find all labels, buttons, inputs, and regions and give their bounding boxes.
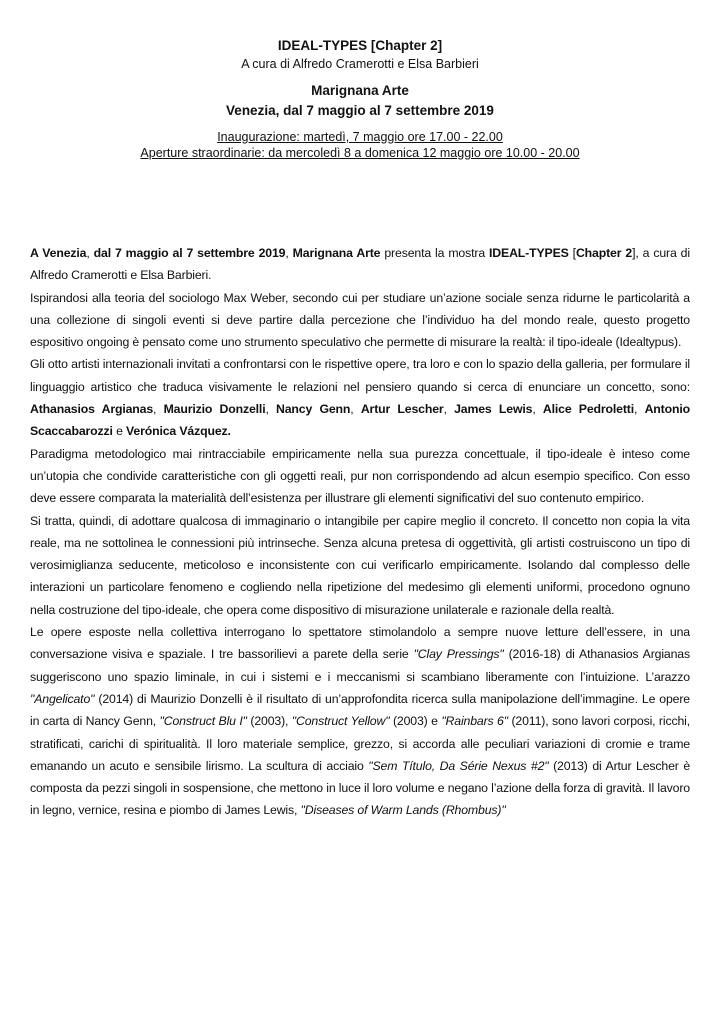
italic-title: "Angelicato" — [30, 691, 95, 706]
paragraph — [30, 621, 690, 822]
text-run: Ispirandosi alla teoria del sociologo Max Weber, secondo cui per studiare un’azione sociale senza ridurne le particolarità a una collezione di singoli eventi si deve partire dalla percezione che l’individuo ha del mondo reale, questo progetto espositivo ongoing è pensato come uno strumento speculativo che permette di misurare la realtà: il tipo-ideale (Idealtypus). — [30, 290, 690, 350]
bold-text: Artur Lescher — [360, 402, 444, 417]
press-release-header — [0, 37, 720, 161]
text-run: (2003), — [246, 714, 292, 729]
paragraph — [30, 510, 690, 621]
text-run: Gli otto artisti internazionali invitati a confrontarsi con le rispettive opere, tra loro e con lo spazio della galleria, per formulare il linguaggio artistico che traduca visivamente le relazioni nel pensiero quando si cerca di enunciare un concetto, sono: — [30, 357, 690, 394]
bold-text: Maurizio Donzelli — [163, 402, 266, 417]
text-run: , — [153, 402, 164, 417]
bold-text: Alice Pedroletti — [542, 402, 635, 417]
bold-text: Nancy Genn — [276, 402, 351, 417]
opening-info: Inaugurazione: martedì, 7 maggio ore 17.00 - 22.00 — [217, 130, 503, 144]
bold-text: Marignana Arte — [292, 246, 381, 260]
bold-text: Antonio Scaccabarozzi — [30, 402, 690, 439]
body-text — [30, 242, 690, 822]
bold-text: dal 7 maggio al 7 settembre 2019 — [93, 246, 286, 260]
text-run: [ — [568, 246, 576, 260]
text-run: , — [285, 246, 293, 260]
text-run: Paradigma metodologico mai rintracciabile empiricamente nella sua purezza concettuale, il tipo-ideale è inteso come un’utopia che condivide caratteristiche con gli oggetti reali, pur non corrispondendo ad alcun esempio specifico. Con esso deve essere comparata la materialità dell’esistenza per illustrare gli elementi significativi del suo contenuto empirico. — [30, 446, 690, 506]
text-run: , — [350, 402, 361, 417]
text-run: (2011), sono lavori corposi, ricchi, stratificati, carichi di spiritualità. Il loro materiale semplice, grezzo, si accorda alle peculiari variazioni di cromie e trame emanando un acuto e sensibile lirismo. La scultura di acciaio — [30, 714, 690, 773]
text-run: presenta la mostra — [380, 246, 490, 260]
italic-title: "Construct Blu I" — [159, 714, 247, 729]
italic-title: "Diseases of Warm Lands (Rhombus)" — [300, 803, 506, 818]
bold-text: Chapter 2 — [575, 246, 633, 260]
gallery-name: Marignana Arte — [311, 83, 409, 98]
bold-text: James Lewis — [454, 402, 533, 417]
exhibition-dates: Venezia, dal 7 maggio al 7 settembre 2019 — [226, 103, 494, 118]
text-run: (2003) e — [389, 714, 442, 729]
italic-title: "Sem Título, Da Série Nexus #2" — [368, 758, 549, 773]
text-run: Si tratta, quindi, di adottare qualcosa di immaginario o intangibile per capire meglio il concreto. Il concetto non copia la vita reale, ma ne sottolinea le connessioni più intrinseche. Senza alcuna pretesa di oggettività, gli artisti costruiscono un tipo di verosimiglianza seducente, meticoloso e inconsistente con cui verificarlo empiricamente. Isolando dal complesso delle interazioni un particolare fenomeno e cogliendo nella ripetizione del medesimo gli elementi uniformi, procedono ognuno nella costruzione del tipo-ideale, che opera come dispositivo di misurazione unilaterale e razionale della realtà. — [30, 513, 690, 617]
text-run: (2013) di Artur Lescher è composta da pezzi singoli in sospensione, che mettono in luce il loro volume e negano l’azione della forza di gravità. Il lavoro in legno, vernice, resina e piombo di James Lewis, — [30, 758, 691, 818]
text-run: e — [112, 424, 127, 439]
curators-line: A cura di Alfredo Cramerotti e Elsa Barbieri — [241, 57, 479, 71]
paragraph — [30, 287, 690, 354]
text-run: , — [634, 402, 645, 417]
bold-text: A Venezia — [30, 246, 87, 260]
text-run: , — [443, 402, 455, 417]
text-run: (2016-18) di Athanasios Argianas suggeriscono uno spazio liminale, in cui i sistemi e i meccanismi si scambiano liberamente con l’intuizione. L’arazzo — [30, 647, 690, 684]
text-run: (2014) di Maurizio Donzelli è il risultato di un’approfondita ricerca sulla manipolazione dell’immagine. Le opere in carta di Nancy Genn, — [30, 691, 690, 729]
exhibition-title: IDEAL-TYPES [Chapter 2] — [277, 38, 443, 53]
text-run: , — [532, 402, 543, 417]
special-hours-info: Aperture straordinarie: da mercoledì 8 a domenica 12 maggio ore 10.00 - 20.00 — [140, 146, 580, 160]
paragraph — [30, 353, 690, 442]
bold-text: Verónica Vázquez. — [126, 424, 231, 439]
italic-title: "Clay Pressings" — [413, 647, 504, 662]
text-run: Le opere esposte nella collettiva interrogano lo spettatore stimolandolo a sempre nuove letture dell’essere, in una conversazione visiva e spaziale. I tre bassorilievi a parete della serie — [30, 625, 690, 662]
text-run: , — [265, 402, 277, 417]
italic-title: "Rainbars 6" — [441, 714, 508, 729]
paragraph — [30, 443, 690, 510]
bold-text: Athanasios Argianas — [30, 402, 154, 417]
bold-text: IDEAL-TYPES — [489, 246, 569, 260]
italic-title: "Construct Yellow" — [291, 714, 390, 729]
text-run: ], a cura di Alfredo Cramerotti e Elsa Barbieri. — [30, 246, 690, 283]
text-run: , — [86, 246, 94, 260]
paragraph — [30, 242, 690, 287]
